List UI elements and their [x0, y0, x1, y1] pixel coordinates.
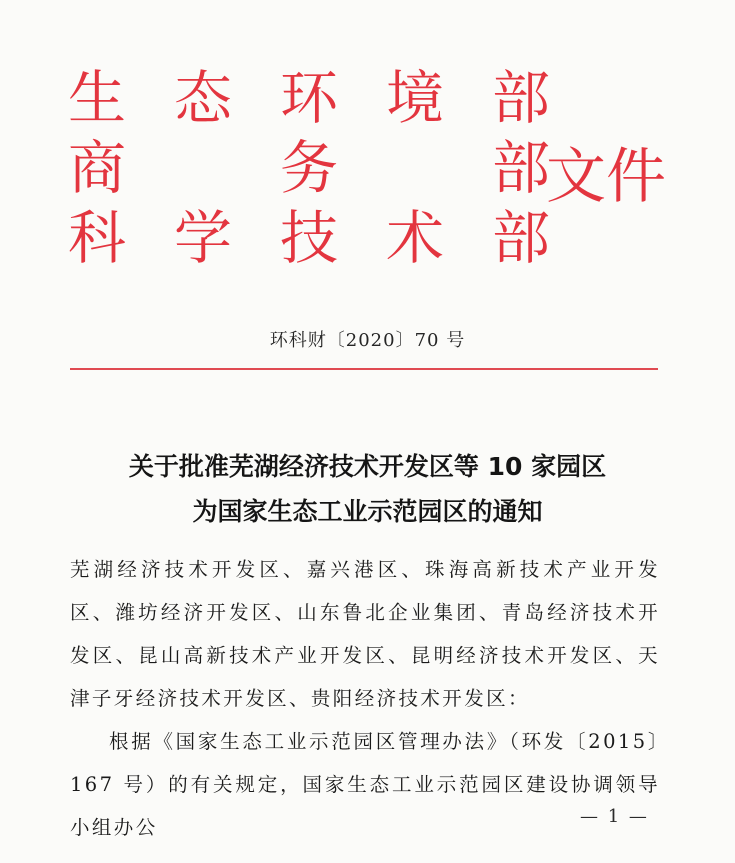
recipients-paragraph: 芜湖经济技术开发区、嘉兴港区、珠海高新技术产业开发区、潍坊经济开发区、山东鲁北企业集团、青岛经济技术开发区、昆山高新技术产业开发区、昆明经济技术开发区、天津子牙经济技术开发区、贵阳经济技术开发区：: [70, 558, 660, 710]
document-number: 环科财〔2020〕70 号: [269, 330, 466, 351]
notice-title-line-2: 为国家生态工业示范园区的通知: [192, 497, 543, 526]
header-char: 环: [280, 64, 339, 132]
header-char: 部: [492, 64, 551, 132]
header-char: 部: [492, 134, 551, 202]
header-char: 务: [280, 134, 339, 202]
header-char: 境: [386, 64, 445, 132]
header-char: 科: [68, 204, 127, 272]
header-char: 技: [280, 204, 339, 272]
body-paragraph: 根据《国家生态工业示范园区管理办法》（环发〔2015〕167 号）的有关规定，国家生态工业示范园区建设协调领导小组办公: [70, 730, 660, 839]
header-char: 态: [174, 64, 233, 132]
header-suffix-document: 文件: [546, 142, 666, 212]
header-char: 术: [386, 204, 445, 272]
header-char: 部: [492, 204, 551, 272]
header-char: 商: [68, 134, 127, 202]
header-char: 学: [174, 204, 233, 272]
notice-title-line-1: 关于批准芜湖经济技术开发区等 10 家园区: [128, 452, 607, 481]
header-char: 生: [68, 64, 127, 132]
red-divider-rule: [70, 368, 658, 370]
page-number: — 1 —: [580, 806, 649, 827]
